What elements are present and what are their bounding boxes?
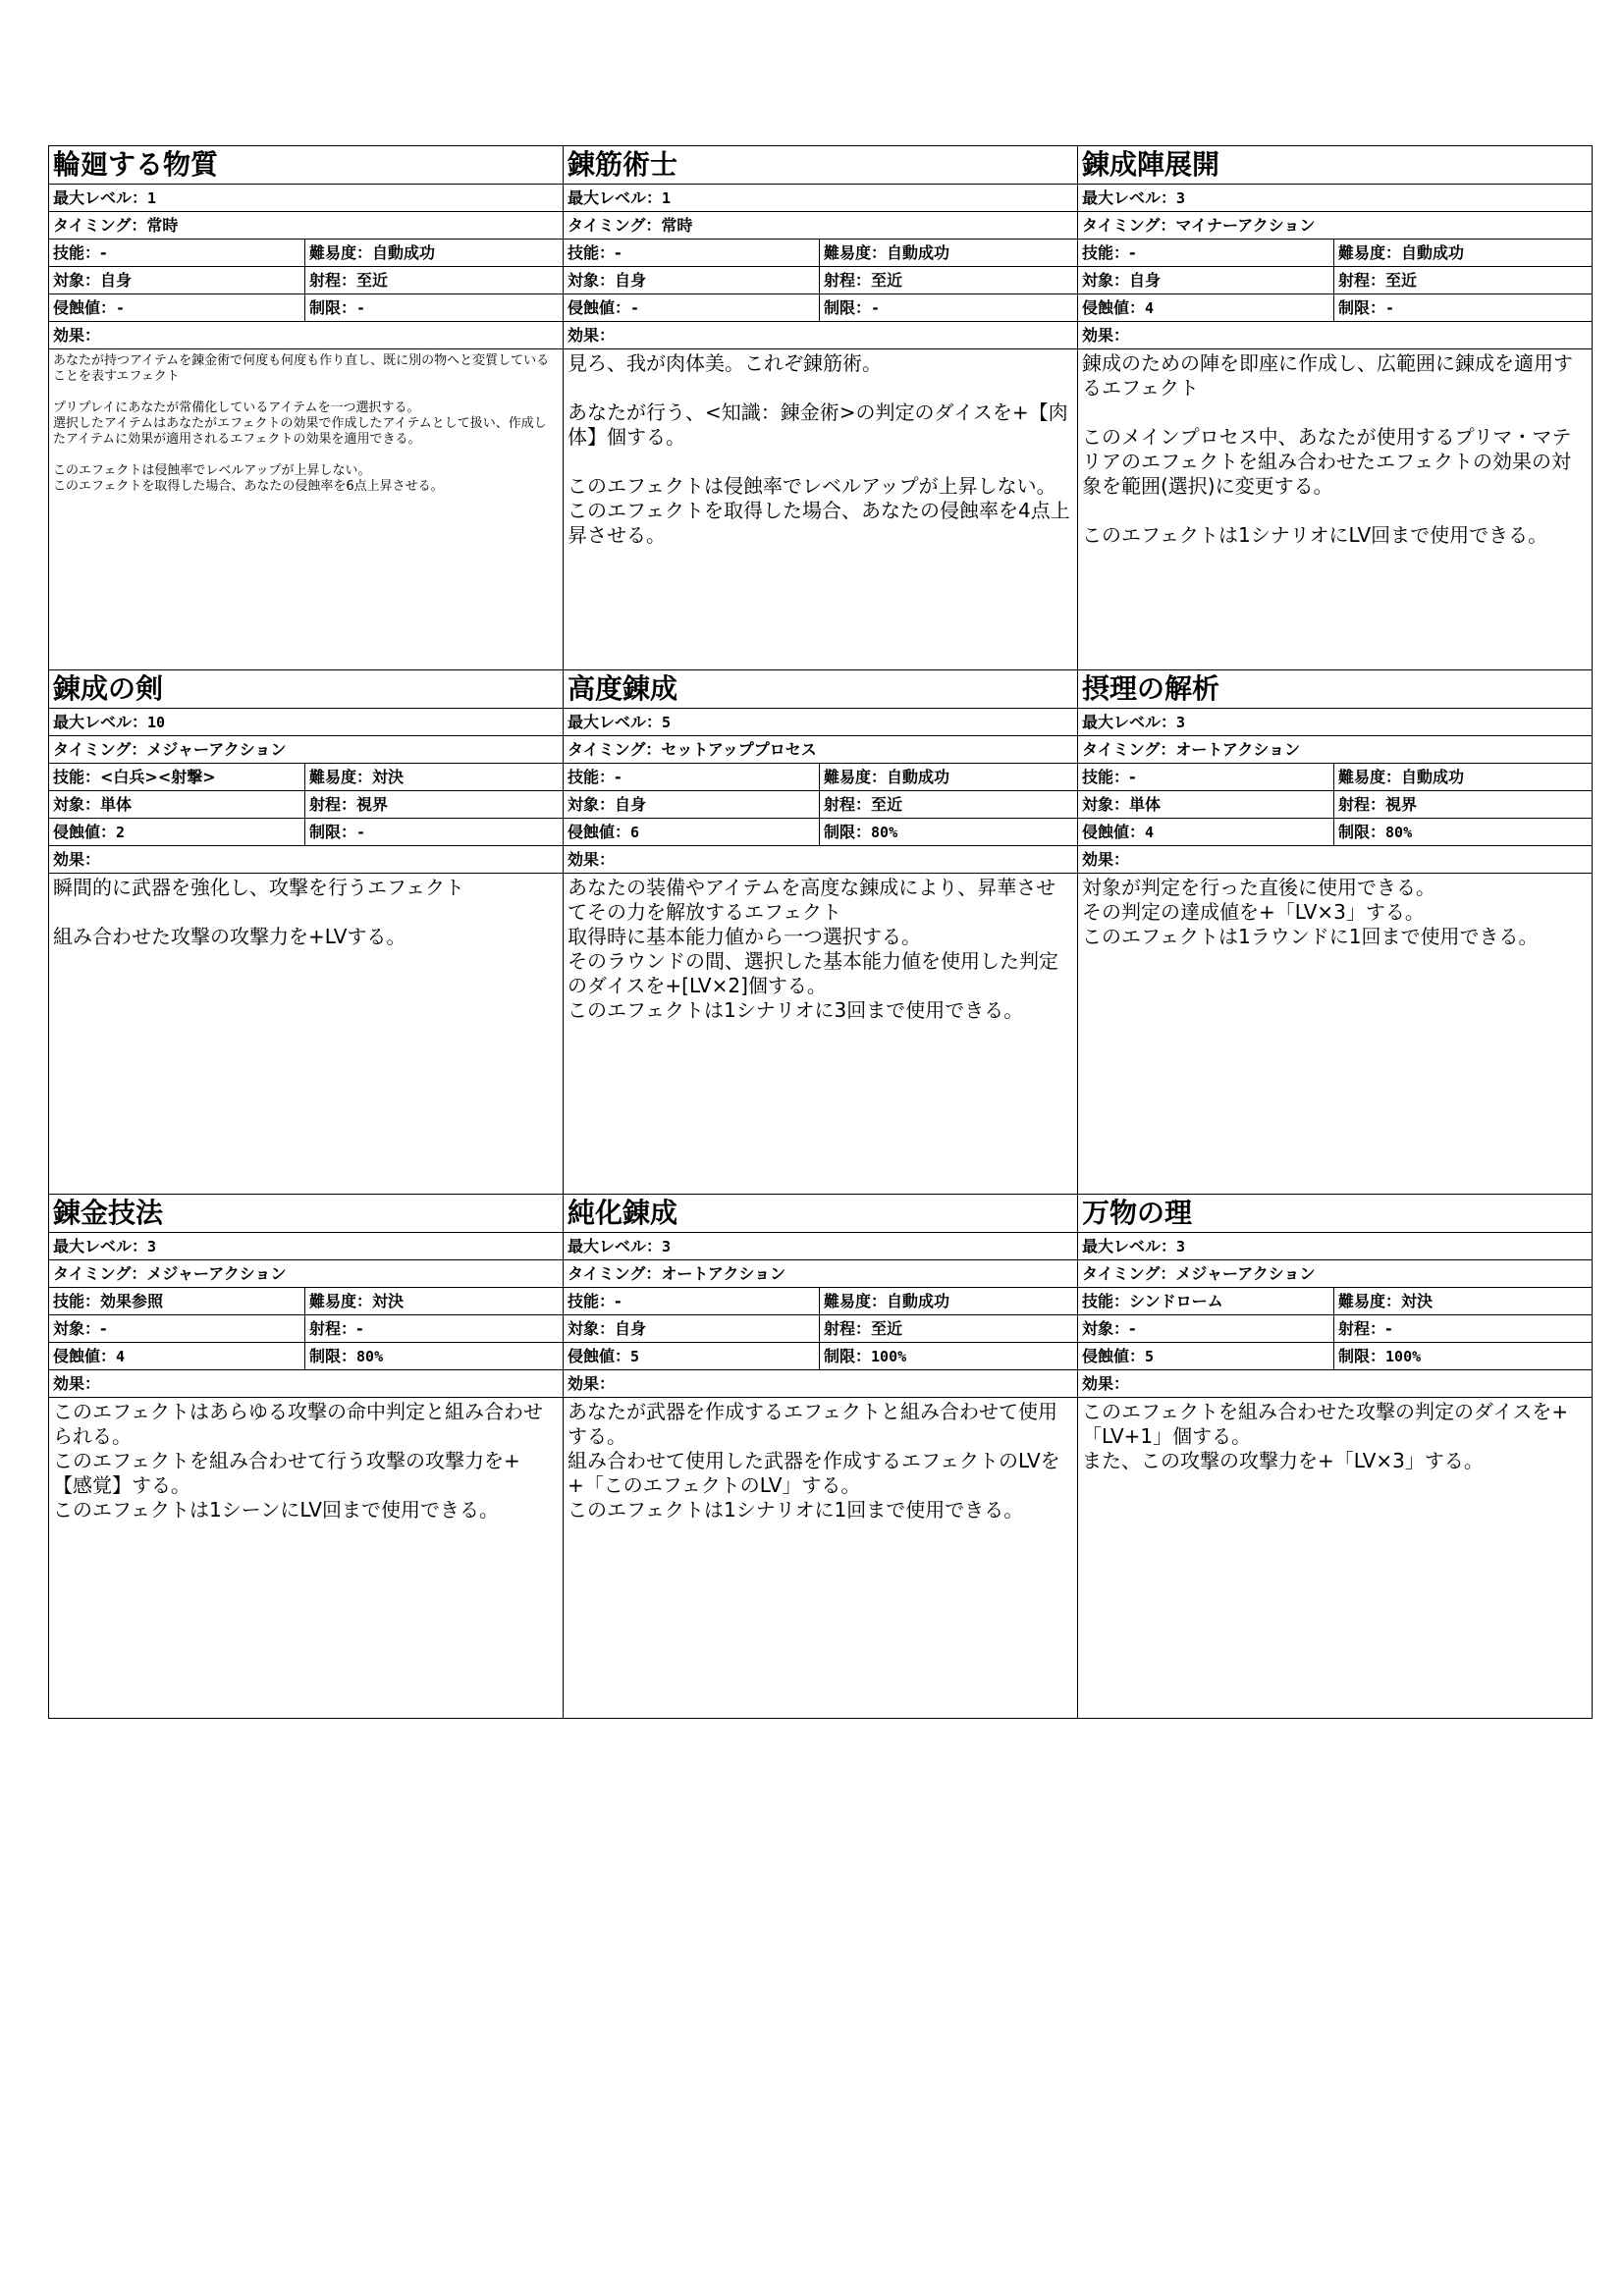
target-cell (49, 791, 305, 818)
effect-name: 輪廻する物質 (49, 146, 563, 185)
skill-label: 技能： (568, 1292, 616, 1310)
limit-label: 制限： (824, 298, 872, 317)
erosion-label: 侵蝕値： (568, 298, 631, 317)
limit-cell (1334, 294, 1592, 321)
range-cell (1334, 791, 1592, 818)
range-label: 射程： (309, 271, 357, 290)
target-value: 自身 (615, 271, 647, 290)
difficulty-label: 難易度： (309, 768, 373, 786)
skill-cell (1078, 240, 1334, 266)
limit-label: 制限： (309, 823, 357, 841)
effect-name: 錬成の剣 (49, 670, 563, 709)
max-level-row (564, 709, 1077, 736)
skill-cell (1078, 764, 1334, 790)
range-value: 至近 (356, 271, 389, 290)
max-level-label: 最大レベル： (53, 713, 148, 731)
erosion-cell (1078, 1343, 1334, 1369)
target-value: 自身 (615, 795, 647, 814)
target-label: 対象： (568, 1319, 616, 1338)
erosion-label: 侵蝕値： (53, 298, 117, 317)
difficulty-label: 難易度： (1338, 243, 1402, 262)
target-cell (49, 1315, 305, 1342)
timing-value: マイナーアクション (1175, 216, 1316, 235)
skill-label: 技能： (53, 243, 101, 262)
erosion-cell (49, 819, 305, 845)
max-level-row (1078, 185, 1592, 212)
effect-card (48, 669, 564, 1195)
erosion-value: - (630, 299, 640, 317)
skill-value: シンドローム (1129, 1292, 1223, 1310)
target-value: 自身 (100, 271, 133, 290)
timing-label: タイミング： (568, 1264, 662, 1283)
difficulty-label: 難易度： (824, 1292, 888, 1310)
effect-heading: 効果： (1078, 322, 1592, 349)
limit-label: 制限： (1338, 823, 1386, 841)
skill-difficulty-row (1078, 764, 1592, 791)
target-range-row (564, 1315, 1077, 1343)
effect-heading: 効果： (564, 1370, 1077, 1398)
skill-difficulty-row (1078, 240, 1592, 267)
timing-label: タイミング： (1082, 740, 1176, 759)
difficulty-cell (820, 1288, 1077, 1314)
erosion-label: 侵蝕値： (1082, 823, 1146, 841)
target-label: 対象： (1082, 795, 1130, 814)
max-level-value: 3 (1176, 714, 1186, 731)
effect-heading: 効果： (49, 846, 563, 874)
range-label: 射程： (1338, 271, 1386, 290)
max-level-value: 3 (662, 1238, 672, 1255)
erosion-limit-row (1078, 294, 1592, 322)
target-label: 対象： (1082, 271, 1130, 290)
difficulty-value: 自動成功 (887, 243, 950, 262)
timing-row (564, 212, 1077, 240)
limit-value: 100% (1385, 1348, 1422, 1365)
skill-cell (49, 1288, 305, 1314)
difficulty-value: 自動成功 (1401, 243, 1465, 262)
target-range-row (1078, 267, 1592, 294)
timing-row (1078, 736, 1592, 764)
effect-card (563, 1194, 1078, 1719)
limit-cell (305, 1343, 563, 1369)
max-level-value: 10 (147, 714, 166, 731)
range-value: - (1385, 1319, 1392, 1338)
max-level-row (1078, 1233, 1592, 1260)
effect-description: 錬成のための陣を即座に作成し、広範囲に錬成を適用するエフェクト このメインプロセス中、あなたが使用するプリマ・マテリアのエフェクトを組み合わせたエフェクトの効果の対象を範囲(選択)に変更する。 このエフェクトは1シナリオにLV回まで使用できる。 (1082, 351, 1573, 547)
skill-label: 技能： (53, 768, 101, 786)
effect-name: 錬金技法 (49, 1195, 563, 1233)
max-level-value: 3 (1176, 189, 1186, 207)
skill-label: 技能： (568, 768, 616, 786)
timing-row (49, 1260, 563, 1288)
limit-cell (820, 294, 1077, 321)
effect-card (1077, 1194, 1593, 1719)
erosion-label: 侵蝕値： (1082, 1347, 1146, 1365)
range-value: - (356, 1319, 363, 1338)
erosion-label: 侵蝕値： (568, 823, 631, 841)
limit-cell (1334, 1343, 1592, 1369)
limit-value: 80% (356, 1348, 384, 1365)
effect-description: あなたが持つアイテムを錬金術で何度も何度も作り直し、既に別の物へと変質していることを表すエフェクト プリプレイにあなたが常備化しているアイテムを一つ選択する。 選択したアイテムはあなたがエフェクトの効果で作成したアイテムとして扱い、作成したアイテムに効果が適用されるエフェクトの効果を適用できる。 このエフェクトは侵蝕率でレベルアップが上昇しない。 このエフェクトを取得した場合、あなたの侵蝕率を6点上昇させる。 (53, 353, 550, 494)
max-level-label: 最大レベル： (1082, 713, 1177, 731)
erosion-value: 2 (116, 824, 126, 841)
skill-cell (1078, 1288, 1334, 1314)
target-range-row (1078, 1315, 1592, 1343)
effect-card (1077, 669, 1593, 1195)
effect-card (48, 1194, 564, 1719)
effect-card (563, 669, 1078, 1195)
skill-value: 効果参照 (100, 1292, 164, 1310)
skill-label: 技能： (1082, 1292, 1130, 1310)
difficulty-value: 自動成功 (887, 768, 950, 786)
limit-cell (305, 294, 563, 321)
difficulty-value: 自動成功 (372, 243, 436, 262)
target-cell (564, 267, 820, 294)
difficulty-cell (820, 240, 1077, 266)
effect-description: あなたが武器を作成するエフェクトと組み合わせて使用する。 組み合わせて使用した武器を作成するエフェクトのLVを+「このエフェクトのLV」する。 このエフェクトは1シナリオに1回まで使用できる。 (568, 1400, 1060, 1522)
skill-label: 技能： (1082, 243, 1130, 262)
difficulty-label: 難易度： (824, 243, 888, 262)
effect-card-sheet (48, 145, 1592, 1718)
target-cell (1078, 1315, 1334, 1342)
skill-difficulty-row (49, 240, 563, 267)
erosion-limit-row (564, 294, 1077, 322)
timing-value: メジャーアクション (146, 1264, 287, 1283)
skill-value: - (615, 1292, 622, 1310)
range-cell (1334, 1315, 1592, 1342)
erosion-value: 4 (1145, 299, 1155, 317)
erosion-limit-row (1078, 819, 1592, 846)
effect-description: 見ろ、我が肉体美。これぞ錬筋術。 あなたが行う、<知識：錬金術>の判定のダイスを+【肉体】個する。 このエフェクトは侵蝕率でレベルアップが上昇しない。 このエフェクトを取得した場合、あなたの侵蝕率を4点上昇させる。 (568, 351, 1070, 547)
difficulty-label: 難易度： (1338, 768, 1402, 786)
difficulty-value: 自動成功 (887, 1292, 950, 1310)
skill-cell (49, 240, 305, 266)
max-level-label: 最大レベル： (568, 188, 663, 207)
limit-label: 制限： (1338, 298, 1386, 317)
timing-value: 常時 (661, 216, 693, 235)
erosion-value: 5 (630, 1348, 640, 1365)
range-value: 至近 (871, 795, 903, 814)
timing-row (49, 212, 563, 240)
difficulty-cell (1334, 1288, 1592, 1314)
range-label: 射程： (824, 795, 872, 814)
skill-difficulty-row (564, 1288, 1077, 1315)
limit-label: 制限： (824, 823, 872, 841)
erosion-cell (49, 294, 305, 321)
max-level-row (564, 1233, 1077, 1260)
effect-card (1077, 145, 1593, 670)
target-label: 対象： (53, 1319, 101, 1338)
target-value: - (1129, 1319, 1136, 1338)
difficulty-value: 対決 (372, 768, 405, 786)
effect-card (48, 145, 564, 670)
skill-label: 技能： (1082, 768, 1130, 786)
erosion-value: 6 (630, 824, 640, 841)
effect-name: 錬筋術士 (564, 146, 1077, 185)
max-level-label: 最大レベル： (53, 188, 148, 207)
erosion-limit-row (564, 1343, 1077, 1370)
erosion-cell (49, 1343, 305, 1369)
skill-difficulty-row (49, 764, 563, 791)
target-label: 対象： (568, 795, 616, 814)
target-value: - (100, 1319, 107, 1338)
max-level-value: 5 (662, 714, 672, 731)
skill-cell (564, 1288, 820, 1314)
range-cell (820, 791, 1077, 818)
effect-description: 対象が判定を行った直後に使用できる。 その判定の達成値を+「LV×3」する。 このエフェクトは1ラウンドに1回まで使用できる。 (1082, 876, 1539, 948)
timing-row (1078, 212, 1592, 240)
effect-description: 瞬間的に武器を強化し、攻撃を行うエフェクト 組み合わせた攻撃の攻撃力を+LVする。 (53, 876, 464, 948)
range-cell (1334, 267, 1592, 294)
timing-label: タイミング： (568, 216, 662, 235)
range-label: 射程： (309, 795, 357, 814)
limit-cell (305, 819, 563, 845)
limit-label: 制限： (309, 1347, 357, 1365)
skill-value: - (615, 768, 622, 786)
range-label: 射程： (824, 1319, 872, 1338)
difficulty-value: 対決 (1401, 1292, 1434, 1310)
max-level-value: 3 (147, 1238, 157, 1255)
skill-value: - (100, 243, 107, 262)
timing-row (1078, 1260, 1592, 1288)
difficulty-label: 難易度： (824, 768, 888, 786)
effect-name: 高度錬成 (564, 670, 1077, 709)
max-level-value: 1 (147, 189, 157, 207)
timing-row (564, 1260, 1077, 1288)
difficulty-cell (1334, 240, 1592, 266)
erosion-cell (564, 819, 820, 845)
timing-value: セットアッププロセス (661, 740, 817, 759)
range-cell (305, 267, 563, 294)
skill-cell (564, 764, 820, 790)
erosion-limit-row (1078, 1343, 1592, 1370)
timing-label: タイミング： (53, 1264, 147, 1283)
effect-name: 万物の理 (1078, 1195, 1592, 1233)
max-level-label: 最大レベル： (1082, 188, 1177, 207)
skill-value: - (1129, 768, 1136, 786)
max-level-row (49, 709, 563, 736)
timing-value: メジャーアクション (146, 740, 287, 759)
range-label: 射程： (1338, 795, 1386, 814)
erosion-value: - (116, 299, 126, 317)
effect-name: 摂理の解析 (1078, 670, 1592, 709)
limit-value: - (1385, 299, 1395, 317)
skill-value: - (615, 243, 622, 262)
difficulty-cell (305, 240, 563, 266)
skill-value: - (1129, 243, 1136, 262)
target-range-row (564, 791, 1077, 819)
max-level-value: 1 (662, 189, 672, 207)
target-label: 対象： (53, 271, 101, 290)
max-level-row (49, 185, 563, 212)
erosion-value: 4 (116, 1348, 126, 1365)
range-label: 射程： (1338, 1319, 1386, 1338)
timing-row (564, 736, 1077, 764)
effect-heading: 効果： (1078, 846, 1592, 874)
range-cell (305, 791, 563, 818)
target-label: 対象： (1082, 1319, 1130, 1338)
limit-value: 80% (871, 824, 898, 841)
erosion-label: 侵蝕値： (53, 1347, 117, 1365)
range-cell (820, 1315, 1077, 1342)
erosion-label: 侵蝕値： (568, 1347, 631, 1365)
difficulty-label: 難易度： (1338, 1292, 1402, 1310)
erosion-cell (1078, 819, 1334, 845)
target-value: 単体 (1129, 795, 1162, 814)
target-range-row (49, 791, 563, 819)
target-label: 対象： (568, 271, 616, 290)
limit-label: 制限： (309, 298, 357, 317)
erosion-value: 4 (1145, 824, 1155, 841)
range-cell (305, 1315, 563, 1342)
target-cell (1078, 791, 1334, 818)
erosion-cell (564, 294, 820, 321)
limit-value: - (356, 299, 366, 317)
erosion-label: 侵蝕値： (53, 823, 117, 841)
difficulty-label: 難易度： (309, 1292, 373, 1310)
skill-cell (564, 240, 820, 266)
difficulty-value: 自動成功 (1401, 768, 1465, 786)
timing-value: メジャーアクション (1175, 1264, 1316, 1283)
effect-heading: 効果： (49, 322, 563, 349)
target-range-row (1078, 791, 1592, 819)
max-level-label: 最大レベル： (53, 1237, 148, 1255)
max-level-label: 最大レベル： (568, 1237, 663, 1255)
max-level-row (564, 185, 1077, 212)
range-value: 視界 (1385, 795, 1418, 814)
target-range-row (49, 1315, 563, 1343)
difficulty-cell (1334, 764, 1592, 790)
skill-difficulty-row (49, 1288, 563, 1315)
erosion-limit-row (564, 819, 1077, 846)
effect-heading: 効果： (564, 322, 1077, 349)
effect-card-grid (48, 145, 1592, 1718)
target-label: 対象： (53, 795, 101, 814)
skill-label: 技能： (568, 243, 616, 262)
range-value: 至近 (871, 271, 903, 290)
timing-row (49, 736, 563, 764)
limit-cell (820, 1343, 1077, 1369)
range-cell (820, 267, 1077, 294)
target-value: 単体 (100, 795, 133, 814)
timing-label: タイミング： (53, 216, 147, 235)
timing-label: タイミング： (568, 740, 662, 759)
limit-cell (1334, 819, 1592, 845)
target-value: 自身 (615, 1319, 647, 1338)
difficulty-label: 難易度： (309, 243, 373, 262)
skill-cell (49, 764, 305, 790)
limit-label: 制限： (1338, 1347, 1386, 1365)
timing-value: オートアクション (1175, 740, 1301, 759)
max-level-label: 最大レベル： (1082, 1237, 1177, 1255)
erosion-cell (1078, 294, 1334, 321)
effect-name: 錬成陣展開 (1078, 146, 1592, 185)
erosion-limit-row (49, 819, 563, 846)
limit-label: 制限： (824, 1347, 872, 1365)
range-value: 視界 (356, 795, 389, 814)
limit-value: 80% (1385, 824, 1413, 841)
range-value: 至近 (1385, 271, 1418, 290)
effect-card (563, 145, 1078, 670)
timing-value: オートアクション (661, 1264, 786, 1283)
limit-cell (820, 819, 1077, 845)
max-level-row (49, 1233, 563, 1260)
limit-value: 100% (871, 1348, 907, 1365)
target-cell (564, 791, 820, 818)
erosion-limit-row (49, 1343, 563, 1370)
skill-label: 技能： (53, 1292, 101, 1310)
target-range-row (564, 267, 1077, 294)
timing-label: タイミング： (1082, 1264, 1176, 1283)
skill-difficulty-row (564, 240, 1077, 267)
max-level-value: 3 (1176, 1238, 1186, 1255)
target-cell (564, 1315, 820, 1342)
max-level-label: 最大レベル： (568, 713, 663, 731)
timing-label: タイミング： (1082, 216, 1176, 235)
range-value: 至近 (871, 1319, 903, 1338)
effect-heading: 効果： (1078, 1370, 1592, 1398)
range-label: 射程： (309, 1319, 357, 1338)
skill-difficulty-row (564, 764, 1077, 791)
effect-description: あなたの装備やアイテムを高度な錬成により、昇華させてその力を解放するエフェクト 取得時に基本能力値から一つ選択する。 そのラウンドの間、選択した基本能力値を使用した判定のダイスを+[LV×2]個する。 このエフェクトは1シナリオに3回まで使用できる。 (568, 876, 1058, 1022)
difficulty-value: 対決 (372, 1292, 405, 1310)
target-value: 自身 (1129, 271, 1162, 290)
effect-name: 純化錬成 (564, 1195, 1077, 1233)
skill-difficulty-row (1078, 1288, 1592, 1315)
target-cell (1078, 267, 1334, 294)
effect-description: このエフェクトはあらゆる攻撃の命中判定と組み合わせられる。 このエフェクトを組み合わせて行う攻撃の攻撃力を+【感覚】する。 このエフェクトは1シーンにLV回まで使用できる。 (53, 1400, 543, 1522)
max-level-row (1078, 709, 1592, 736)
limit-value: - (356, 824, 366, 841)
effect-heading: 効果： (564, 846, 1077, 874)
difficulty-cell (305, 764, 563, 790)
effect-description: このエフェクトを組み合わせた攻撃の判定のダイスを+「LV+1」個する。 また、この攻撃の攻撃力を+「LV×3」する。 (1082, 1400, 1569, 1472)
erosion-value: 5 (1145, 1348, 1155, 1365)
timing-label: タイミング： (53, 740, 147, 759)
erosion-label: 侵蝕値： (1082, 298, 1146, 317)
difficulty-cell (820, 764, 1077, 790)
target-cell (49, 267, 305, 294)
effect-heading: 効果： (49, 1370, 563, 1398)
skill-value: <白兵><射撃> (100, 768, 216, 786)
target-range-row (49, 267, 563, 294)
timing-value: 常時 (146, 216, 179, 235)
difficulty-cell (305, 1288, 563, 1314)
limit-value: - (871, 299, 881, 317)
erosion-cell (564, 1343, 820, 1369)
erosion-limit-row (49, 294, 563, 322)
range-label: 射程： (824, 271, 872, 290)
